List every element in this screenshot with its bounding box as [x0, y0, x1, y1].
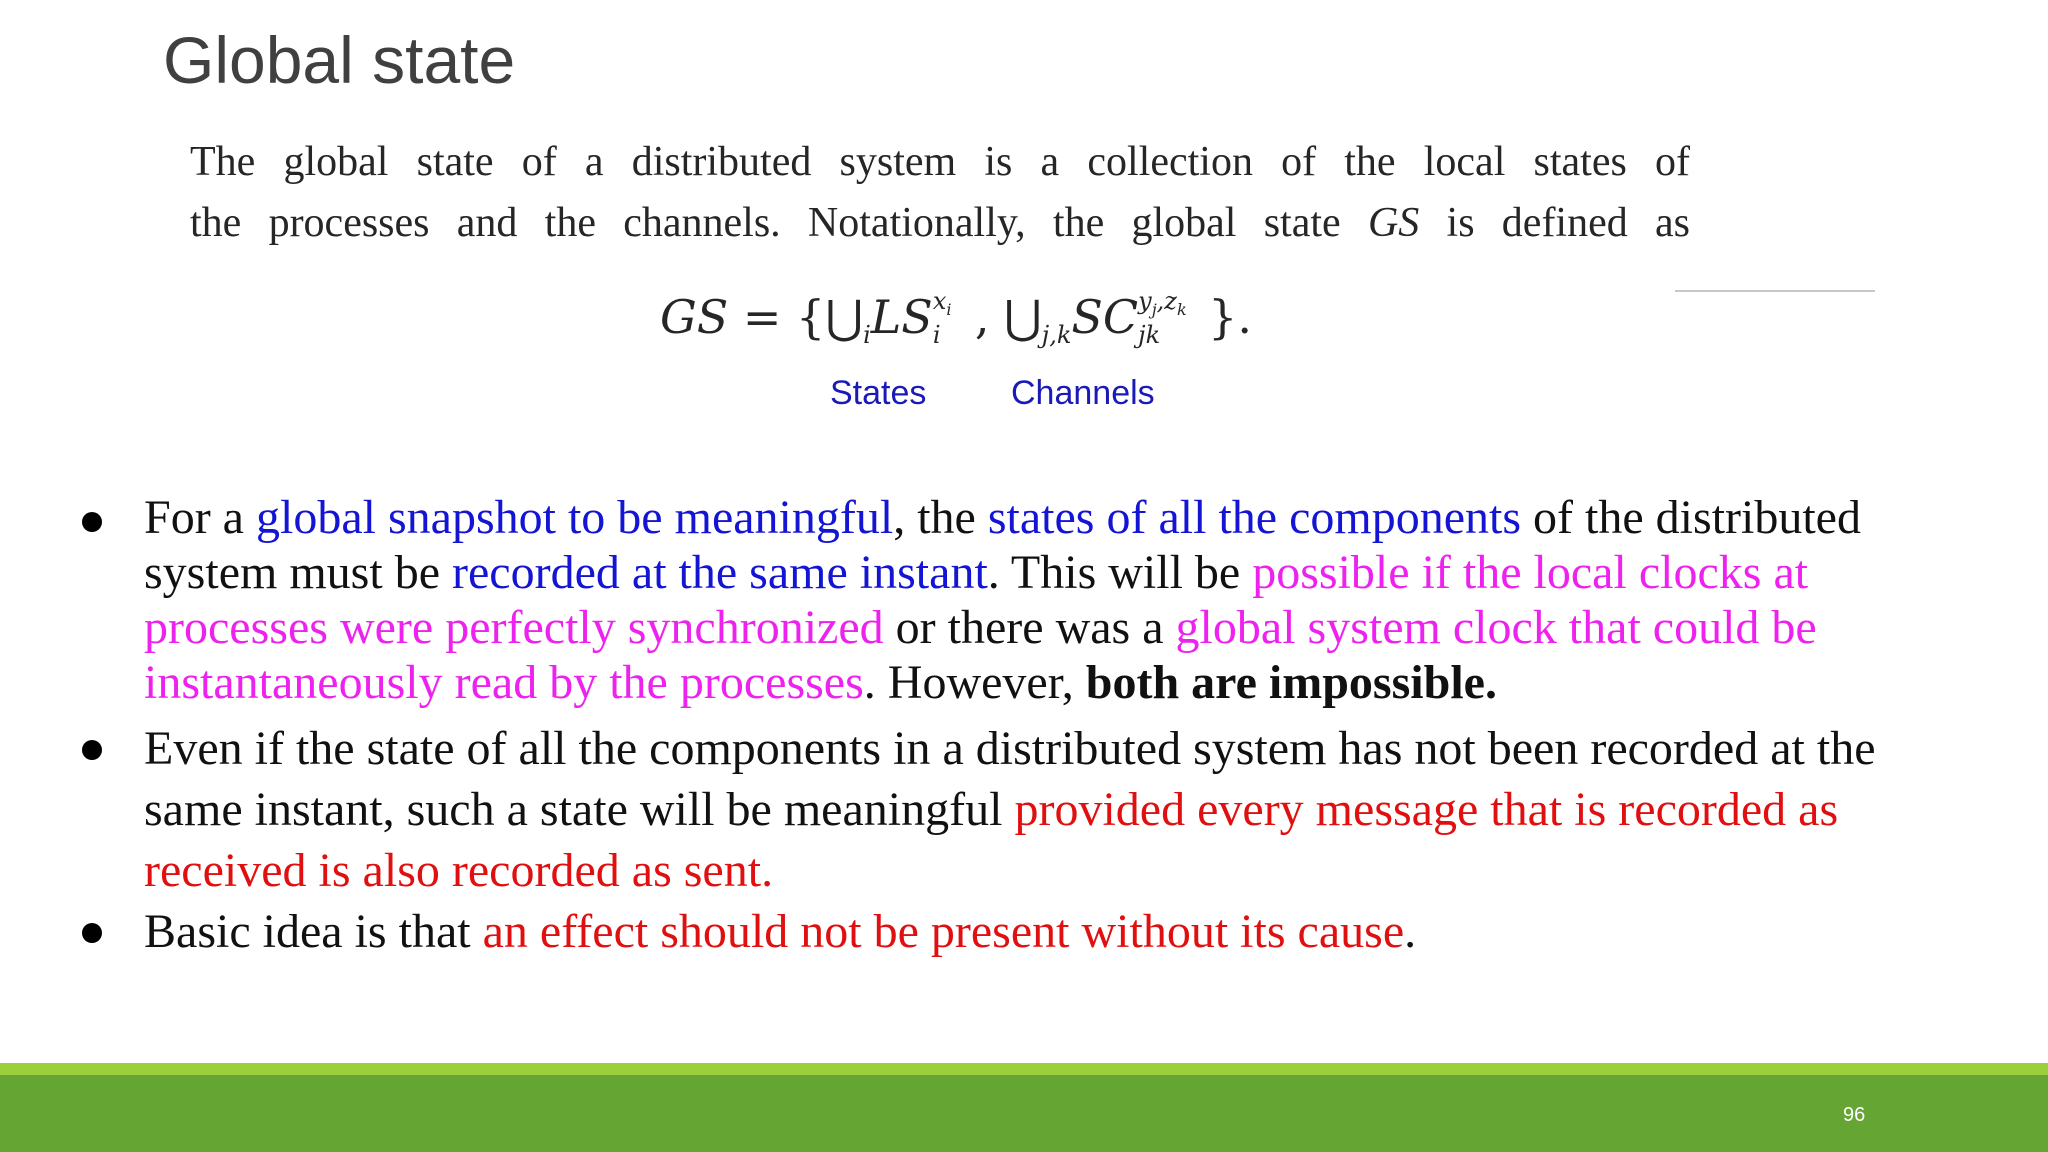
bullet-list [80, 490, 1960, 963]
channels-label: Channels [1011, 374, 1155, 412]
bullet-text-2: Even if the state of all the components in a distributed system has not been recorded at the same instant, such a state will be meaningful provided every message that is recorded as received is also recorded as sent. [144, 722, 1876, 897]
divider-line [1675, 290, 1875, 292]
intro-line-2 [190, 193, 1690, 254]
bullet-item-1 [80, 490, 1960, 710]
global-state-formula: GS = {$⋃_iLS$ $x_i$ i , $⋃_{j,k}SC$ $y_j,z_k$ jk }. [660, 287, 1253, 350]
page-number: 96 [1843, 1104, 1866, 1126]
bullet-dot-icon [82, 740, 102, 760]
bullet-item-2 [80, 718, 1960, 901]
slide-title: Global state [163, 23, 516, 97]
intro-line-2-text-a: the processes and the channels. Notationally, the global state [190, 200, 1368, 246]
bullet-text-3: Basic idea is that an effect should not be present without its cause. [144, 905, 1417, 958]
footer-accent-stripe [0, 1063, 2048, 1075]
intro-line-1: The global state of a distributed system is a collection of the local states of [190, 139, 1690, 185]
intro-paragraph [190, 132, 1690, 254]
footer-bar [0, 1075, 2048, 1152]
states-label: States [830, 374, 927, 412]
bullet-dot-icon [82, 923, 102, 943]
bullet-dot-icon [82, 512, 102, 532]
bullet-text-1: For a global snapshot to be meaningful, the states of all the components of the distributed system must be recorded at the same instant. This will be possible if the local clocks at processes were perfectly synchronized or there was a global system clock that could be instantaneously read by the processes. However, both are impossible. [144, 491, 1861, 709]
bullet-item-3 [80, 901, 1960, 963]
intro-gs-symbol: GS [1367, 200, 1420, 246]
intro-line-2-text-b: is defined as [1419, 200, 1690, 246]
